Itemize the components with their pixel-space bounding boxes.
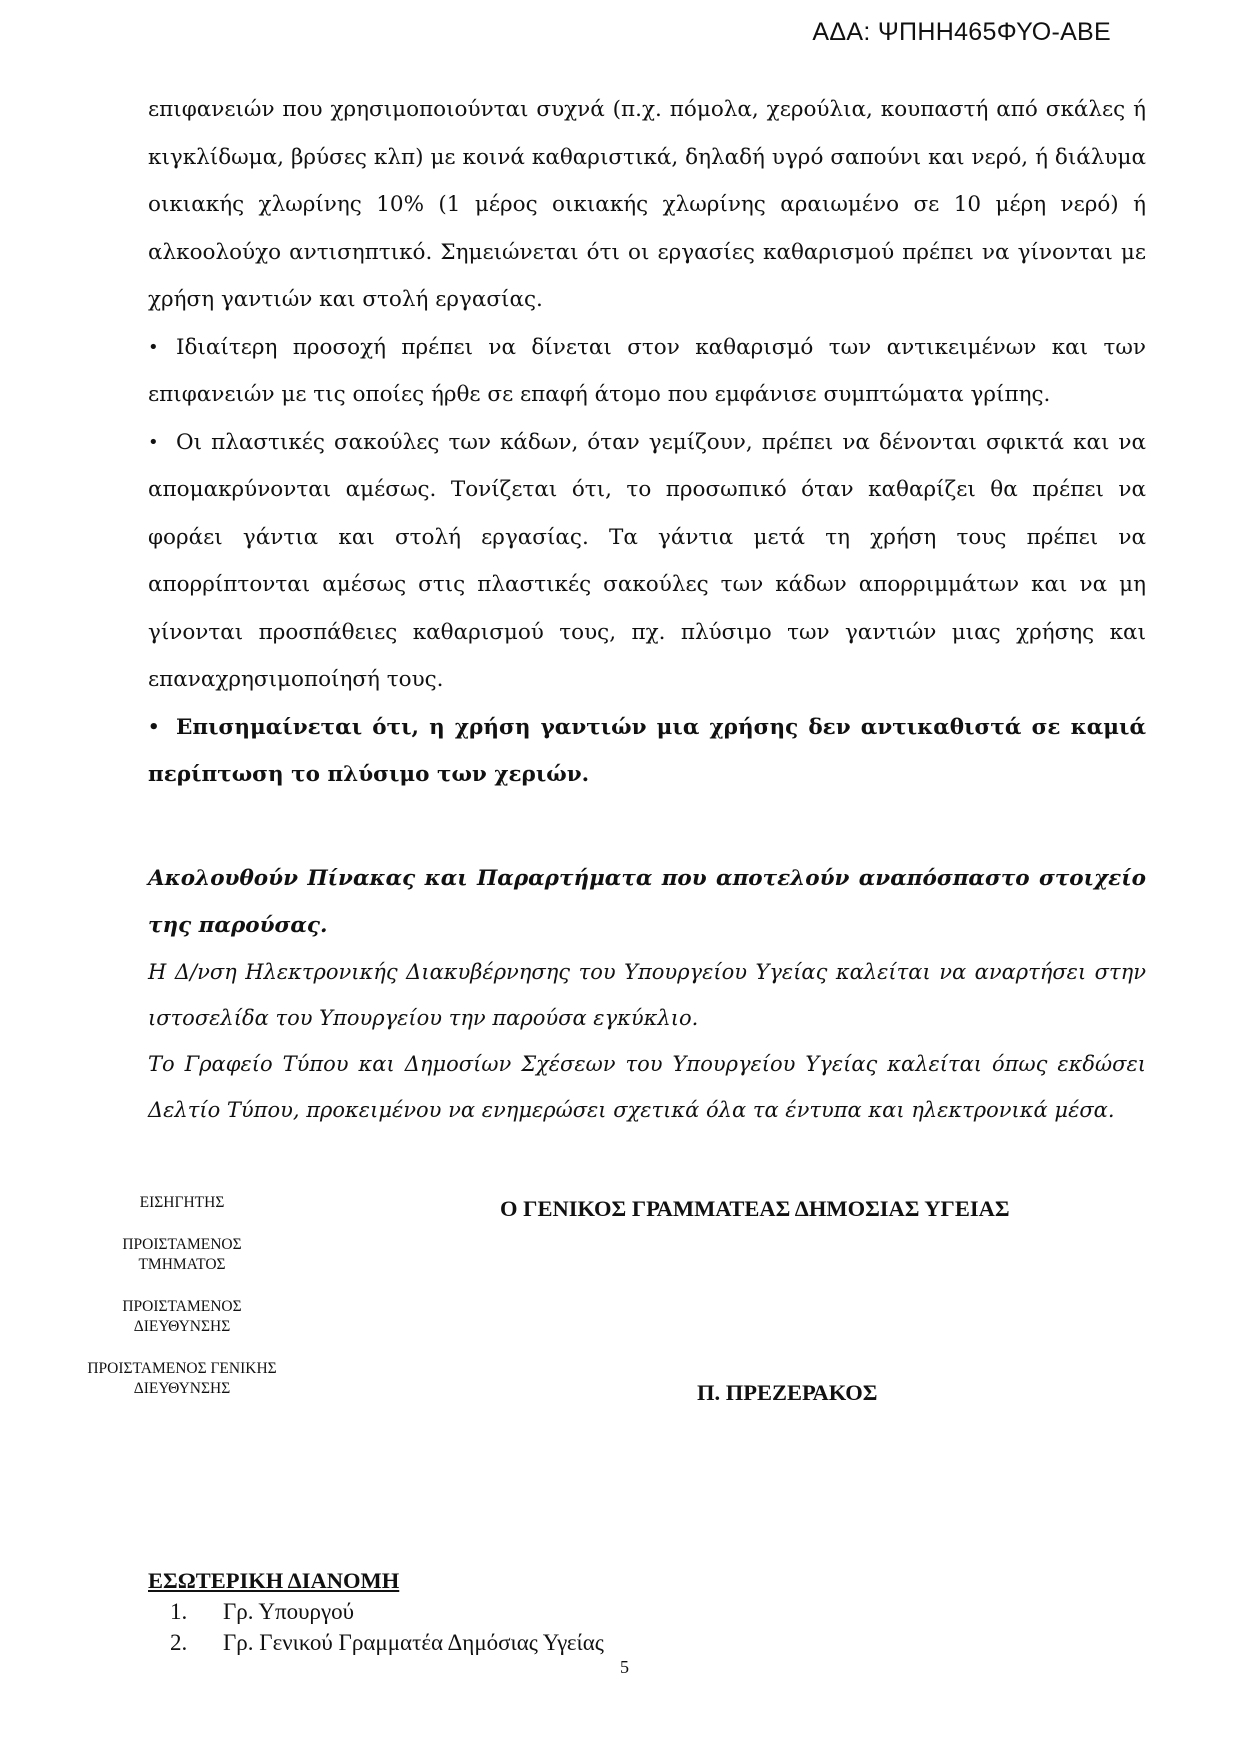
bullet-paragraph-emphasis <box>148 704 1146 799</box>
approval-directorate-head: ΠΡΟΙΣΤΑΜΕΝΟΣ ΔΙΕΥΘΥΝΣΗΣ <box>122 1298 242 1335</box>
list-item <box>170 1627 604 1658</box>
approval-rapporteur: ΕΙΣΗΓΗΤΗΣ <box>139 1194 225 1211</box>
list-item-text: Γρ. Γενικού Γραμματέα Δημόσιας Υγείας <box>223 1630 604 1655</box>
paragraph-cleaning-surfaces: επιφανειών που χρησιμοποιούνται συχνά (π.χ. πόμολα, χερούλια, κουπαστή από σκάλες ή κιγκλίδωμα, βρύσες κλπ) με κοινά καθαριστικά, δηλαδή υγρό σαπούνι και νερό, ή διάλυμα οικιακής χλωρίνης 10% (1 μέρος οικιακής χλωρίνης αραιωμένο σε 10 μέρη νερό) ή αλκοολούχο αντισηπτικό. Σημειώνεται ότι οι εργασίες καθαρισμού πρέπει να γίνονται με χρήση γαντιών και στολή εργασίας. <box>148 97 1146 312</box>
body-text <box>148 86 1146 799</box>
list-item-number: 2. <box>170 1630 188 1655</box>
approval-general-directorate-head: ΠΡΟΙΣΤΑΜΕΝΟΣ ΓΕΝΙΚΗΣ ΔΙΕΥΘΥΝΣΗΣ <box>87 1360 277 1397</box>
bullet-icon <box>148 430 176 455</box>
list-item-text: Γρ. Υπουργού <box>223 1599 355 1624</box>
bullet-icon <box>148 335 176 360</box>
bullet-text: Οι πλαστικές σακούλες των κάδων, όταν γεμίζουν, πρέπει να δένονται σφικτά και να απομακρύνονται αμέσως. Τονίζεται ότι, το προσωπικό όταν καθαρίζει θα πρέπει να φοράει γάντια και στολή εργασίας. Τα γάντια μετά τη χρήση τους πρέπει να απορρίπτονται αμέσως στις πλαστικές σακούλες των κάδων απορριμμάτων και να μη γίνονται προσπάθειες καθαρισμού τους, πχ. πλύσιμο των γαντιών μιας χρήσης και επαναχρησιμοποίησή τους. <box>148 429 1146 692</box>
distribution-list <box>170 1596 604 1658</box>
page-number: 5 <box>620 1657 629 1677</box>
signatory-title: Ο ΓΕΝΙΚΟΣ ΓΡΑΜΜΑΤΕΑΣ ΔΗΜΟΣΙΑΣ ΥΓΕΙΑΣ <box>500 1196 1010 1221</box>
press-office-note: Το Γραφείο Τύπου και Δημοσίων Σχέσεων του Υπουργείου Υγείας καλείται όπως εκδώσει Δελτίο Τύπου, προκειμένου να ενημερώσει σχετικά όλα τα έντυπα και ηλεκτρονικά μέσα. <box>148 1052 1146 1122</box>
internal-approvals <box>82 1193 282 1421</box>
list-item <box>170 1596 604 1627</box>
egov-note: Η Δ/νση Ηλεκτρονικής Διακυβέρνησης του Υπουργείου Υγείας καλείται να αναρτήσει στην ιστοσελίδα του Υπουργείου την παρούσα εγκύκλιο. <box>148 960 1146 1030</box>
distribution-title: ΕΣΩΤΕΡΙΚΗ ΔΙΑΝΟΜΗ <box>148 1568 400 1593</box>
list-item-number: 1. <box>170 1599 188 1624</box>
bullet-icon <box>148 715 176 740</box>
closing-notes <box>148 855 1146 1133</box>
bullet-paragraph <box>148 419 1146 704</box>
approval-department-head: ΠΡΟΙΣΤΑΜΕΝΟΣ ΤΜΗΜΑΤΟΣ <box>122 1236 242 1273</box>
annexes-note: Ακολουθούν Πίνακας και Παραρτήματα που αποτελούν αναπόσπαστο στοιχείο της παρούσας. <box>148 866 1146 938</box>
bullet-text: Ιδιαίτερη προσοχή πρέπει να δίνεται στον καθαρισμό των αντικειμένων και των επιφανειών με τις οποίες ήρθε σε επαφή άτομο που εμφάνισε συμπτώματα γρίπης. <box>148 334 1146 407</box>
ada-code: ΑΔΑ: ΨΠΗΗ465ΦΥΟ-ΑΒΕ <box>812 18 1111 46</box>
signatory-name: Π. ΠΡΕΖΕΡΑΚΟΣ <box>697 1380 878 1405</box>
bullet-text: Επισημαίνεται ότι, η χρήση γαντιών μια χρήσης δεν αντικαθιστά σε καμιά περίπτωση το πλύσιμο των χεριών. <box>148 714 1146 787</box>
bullet-paragraph <box>148 324 1146 419</box>
